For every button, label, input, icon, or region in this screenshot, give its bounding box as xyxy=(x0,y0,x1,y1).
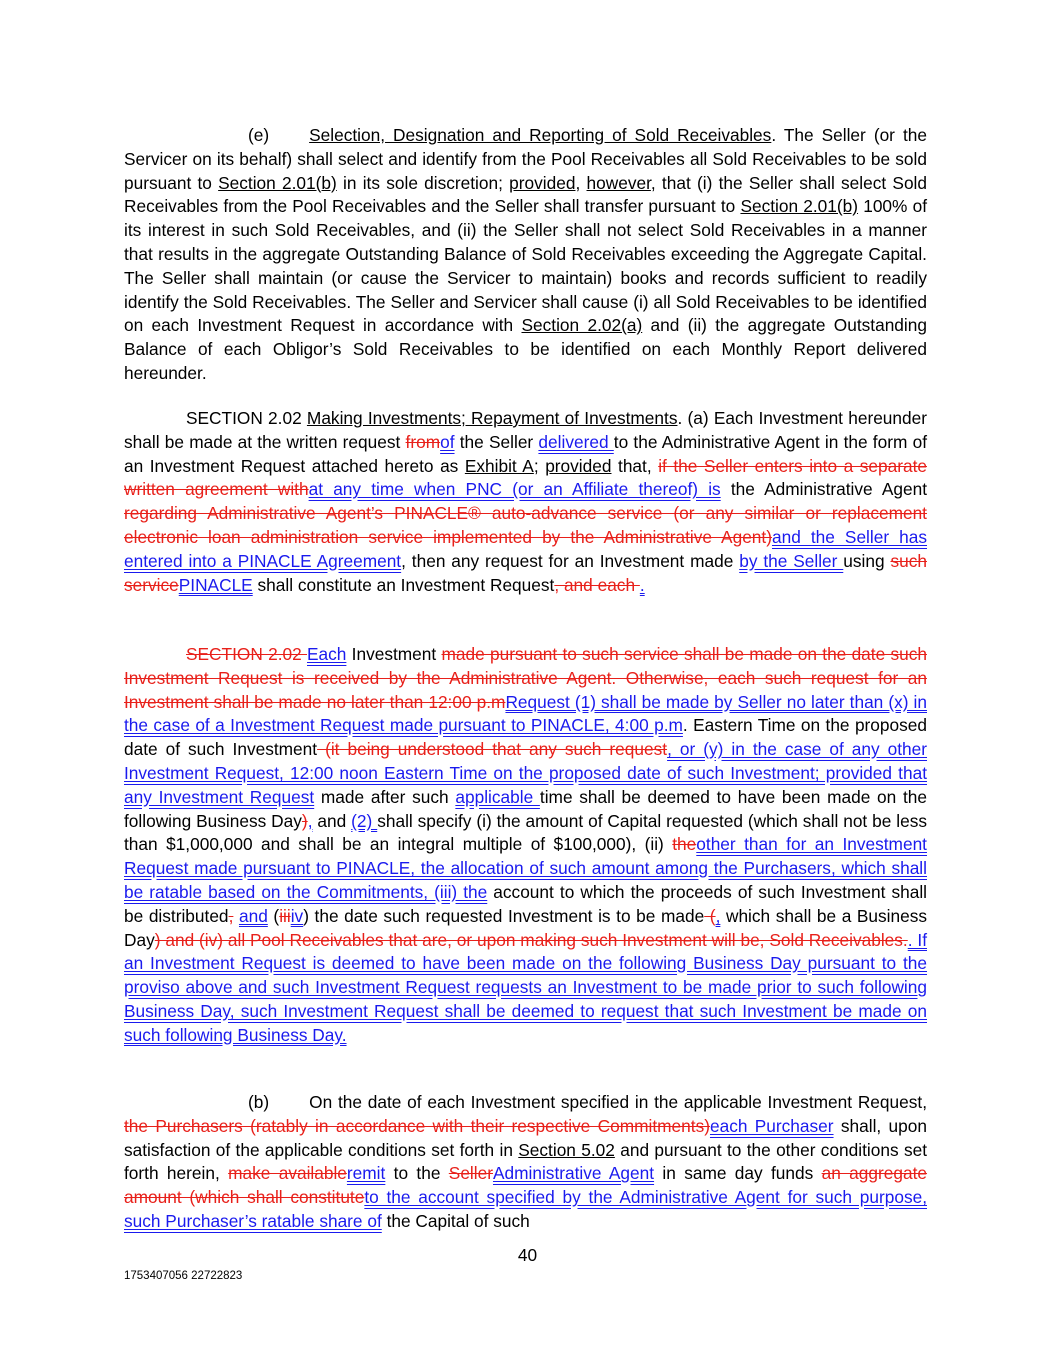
text-run: time shall be deemed to have been made on the following Business Day xyxy=(124,786,927,831)
text-run: which shall be a Business Day xyxy=(124,905,928,950)
text-run: the Seller xyxy=(454,431,539,452)
inserted-text: and the Seller has entered into a PINACLE Agreement xyxy=(124,526,927,571)
inserted-text: , xyxy=(307,810,313,831)
text-run: . The Seller (or the Servicer on its behalf) shall select and identify from the Pool Receivables all Sold Receivables to be sold pursuant to xyxy=(124,125,927,193)
deleted-text: make available xyxy=(228,1163,347,1184)
text-run: in its sole discretion; xyxy=(336,172,510,193)
text-run: ) the date such requested Investment is to be made xyxy=(303,905,705,926)
text-run: the Capital of such xyxy=(381,1210,530,1231)
exhibit-reference: Exhibit A xyxy=(464,455,534,476)
text-run: in same day funds xyxy=(654,1163,822,1184)
inserted-text: other than for an Investment Request made pursuant to PINACLE, the allocation of such amount among the Purchasers, which shall be ratable based on the Commitments, (iii) the xyxy=(124,834,927,902)
inserted-text: and xyxy=(238,905,268,926)
inserted-text: applicable xyxy=(455,786,540,807)
inserted-text: of xyxy=(440,431,455,452)
clause-number: (b) xyxy=(248,1092,270,1112)
text-run: On the date of each Investment specified in the applicable Investment Request, xyxy=(309,1092,927,1112)
text-run: and pursuant to the other conditions set forth herein, xyxy=(124,1139,927,1184)
inserted-text: delivered xyxy=(538,431,614,452)
text-run: shall constitute an Investment Request xyxy=(252,574,555,595)
paragraph-section-2-02-b xyxy=(124,1091,927,1234)
inserted-text: Each xyxy=(307,644,347,664)
text-run: . Eastern Time on the proposed date of such Investment xyxy=(124,715,928,760)
inserted-text: . xyxy=(639,574,645,595)
cross-reference: Section 5.02 xyxy=(518,1139,615,1160)
document-id: 1753407056 22722823 xyxy=(124,1270,243,1282)
clause-heading: Selection, Designation and Reporting of Sold Receivables xyxy=(309,125,772,145)
text-run: ( xyxy=(267,905,280,926)
text-run: . (a) Each Investment hereunder shall be made at the written request xyxy=(124,408,928,452)
deleted-text: such service xyxy=(124,550,927,595)
inserted-text: each Purchaser xyxy=(709,1115,834,1136)
text-run: and xyxy=(312,810,352,831)
inserted-text: to the account specified by the Administrative Agent for such purpose, such Purchaser’s ratable share of xyxy=(124,1187,927,1231)
inserted-text: iv xyxy=(290,905,304,926)
text-run: 100% of its interest in such Sold Receivables, and (ii) the Seller shall not select Sold Receivables in a manner that results in the aggregate Outstanding Balance of Sold Receivables exceeding the Aggregate Capital. The Seller shall maintain (or cause the Servicer to maintain) books and records sufficient to readily identify the Sold Receivables. The Seller and Servicer shall cause (i) all Sold Receivables to be identified on each Investment Request in accordance with xyxy=(124,196,928,336)
deleted-text: , xyxy=(228,905,234,926)
defined-term: provided xyxy=(509,172,576,193)
clause-number: (e) xyxy=(248,125,270,145)
cross-reference: Section 2.01(b) xyxy=(218,172,337,193)
deleted-text: if the Seller enters into a separate written agreement with xyxy=(124,455,927,500)
paragraph-section-2-02-a xyxy=(124,407,927,597)
text-run: using xyxy=(843,550,891,571)
deleted-text: the Purchasers (ratably in accordance with their respective Commitments) xyxy=(124,1115,710,1136)
section-heading: Making Investments; Repayment of Investments xyxy=(306,408,678,428)
section-number: SECTION 2.02 xyxy=(186,408,302,428)
deleted-text: Seller xyxy=(448,1163,493,1184)
text-run: Investment xyxy=(346,644,442,664)
inserted-text: PINACLE xyxy=(178,574,253,595)
deleted-text: an aggregate amount (which shall constitute xyxy=(124,1163,928,1208)
inserted-text: at any time when PNC (or an Affiliate thereof) is xyxy=(308,479,721,500)
defined-term: however xyxy=(586,172,651,193)
defined-term: provided xyxy=(545,455,612,476)
text-run: that, xyxy=(611,455,659,476)
text-run: and (ii) the aggregate Outstanding Balance of each Obligor’s Sold Receivables to be identified on each Monthly Report delivered hereunder. xyxy=(124,315,927,383)
inserted-text: Administrative Agent xyxy=(492,1163,655,1184)
text-run: , that (i) the Seller shall select Sold Receivables from the Pool Receivables and the Seller shall transfer pursuant to xyxy=(124,172,928,217)
deleted-text: ) and (iv) all Pool Receivables that are, or upon making such Investment will be, Sold Receivables. xyxy=(154,929,908,950)
deleted-text: regarding Administrative Agent’s PINACLE® auto-advance service (or any similar or replacement electronic loan administration service implemented by the Administrative Agent) xyxy=(124,503,927,547)
deleted-text: , and each xyxy=(554,574,640,595)
paragraph-investment-request-timing xyxy=(124,643,927,1048)
cross-reference: Section 2.01(b) xyxy=(740,196,859,217)
inserted-text: Request (1) shall be made by Seller no later than (x) in the case of a Investment Request made pursuant to PINACLE, 4:00 p.m xyxy=(124,691,927,736)
text-run: , xyxy=(575,172,587,193)
inserted-text: . If an Investment Request is deemed to have been made on the following Business Day pursuant to the proviso above and such Investment Request requests an Investment to be made prior to such following Business Day, such Investment Request shall be deemed to request that such Investment be made on such following Business Day. xyxy=(124,929,927,1045)
inserted-text: by the Seller xyxy=(739,550,844,571)
text-run: shall specify (i) the amount of Capital requested (which shall not be less than $1,000,000 and shall be an integral multiple of $100,000), (ii) xyxy=(124,810,928,855)
inserted-text: , or (y) in the case of any other Investment Request, 12:00 noon Eastern Time on the proposed date of such Investment; provided that any Investment Request xyxy=(124,739,928,807)
deleted-text: (it being understood that any such request xyxy=(317,739,668,760)
inserted-text: (2) xyxy=(351,810,378,831)
text-run: the Administrative Agent xyxy=(720,479,928,500)
deleted-text: iii xyxy=(279,905,291,926)
inserted-text: remit xyxy=(346,1163,386,1184)
text-run: shall, upon satisfaction of the applicable conditions set forth in xyxy=(124,1115,928,1160)
text-run: to the xyxy=(385,1163,449,1184)
deleted-text: made pursuant to such service shall be made on the date such Investment Request is received by the Administrative Agent. Otherwise, each such request for an Investment shall be made no later than 12:00 p.m xyxy=(124,644,927,712)
text-run: to the Administrative Agent in the form of an Investment Request attached hereto as xyxy=(124,431,928,476)
cross-reference: Section 2.02(a) xyxy=(521,315,643,336)
paragraph-section-2-01-e xyxy=(124,124,927,386)
text-run: ; xyxy=(533,455,546,476)
page-number: 40 xyxy=(517,1245,538,1265)
deleted-text: ( xyxy=(704,905,716,926)
text-run: , then any request for an Investment made xyxy=(401,550,740,571)
deleted-text: SECTION 2.02 xyxy=(186,644,307,664)
text-run: made after such xyxy=(314,786,456,807)
inserted-text: , xyxy=(715,905,721,926)
deleted-text: from xyxy=(405,431,441,452)
deleted-text: the xyxy=(672,834,697,855)
text-run: account to which the proceeds of such Investment shall be distributed xyxy=(124,881,927,926)
deleted-text: ) xyxy=(301,810,308,831)
